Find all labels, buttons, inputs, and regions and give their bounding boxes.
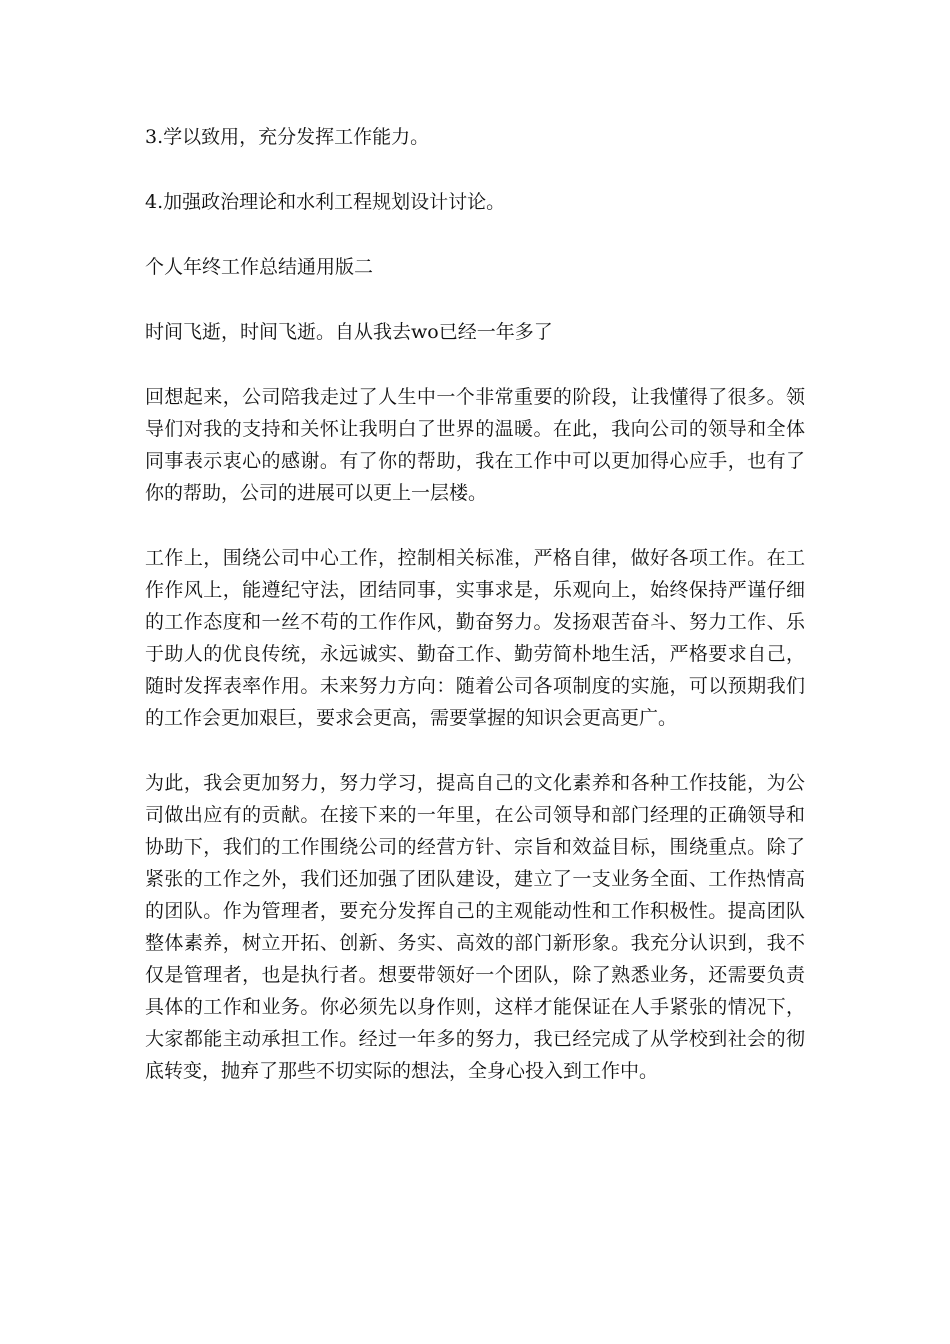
paragraph-work: 工作上，围绕公司中心工作，控制相关标准，严格自律，做好各项工作。在工作作风上，能遵纪守法，团结同事，实事求是，乐观向上，始终保持严谨仔细的工作态度和一丝不苟的工作作风，勤奋努力。发扬艰苦奋斗、努力工作、乐于助人的优良传统，永远诚实、勤奋工作、勤劳简朴地生活，严格要求自己，随时发挥表率作用。未来努力方向：随着公司各项制度的实施，可以预期我们的工作会更加艰巨，要求会更高，需要掌握的知识会更高更广。 [145, 547, 805, 729]
section-heading: 个人年终工作总结通用版二 [145, 256, 374, 278]
paragraph-plan: 为此，我会更加努力，努力学习，提高自己的文化素养和各种工作技能，为公司做出应有的贡献。在接下来的一年里，在公司领导和部门经理的正确领导和协助下，我们的工作围绕公司的经营方针、宗旨和效益目标，围绕重点。除了紧张的工作之外，我们还加强了团队建设，建立了一支业务全面、工作热情高的团队。作为管理者，要充分发挥自己的主观能动性和工作积极性。提高团队整体素养，树立开拓、创新、务实、高效的部门新形象。我充分认识到，我不仅是管理者，也是执行者。想要带领好一个团队，除了熟悉业务，还需要负责具体的工作和业务。你必须先以身作则，这样才能保证在人手紧张的情况下，大家都能主动承担工作。经过一年多的努力，我已经完成了从学校到社会的彻底转变，抛弃了那些不切实际的想法，全身心投入到工作中。 [145, 772, 805, 1082]
paragraph-reflection: 回想起来，公司陪我走过了人生中一个非常重要的阶段，让我懂得了很多。领导们对我的支持和关怀让我明白了世界的温暖。在此，我向公司的领导和全体同事表示衷心的感谢。有了你的帮助，我在工作中可以更加得心应手，也有了你的帮助，公司的进展可以更上一层楼。 [145, 386, 805, 504]
intro-line: 时间飞逝，时间飞逝。自从我去wo已经一年多了 [145, 321, 553, 343]
document-body [145, 121, 805, 1120]
list-item-4: 4.加强政治理论和水利工程规划设计讨论。 [145, 191, 506, 213]
list-item-3: 3.学以致用，充分发挥工作能力。 [145, 126, 430, 148]
